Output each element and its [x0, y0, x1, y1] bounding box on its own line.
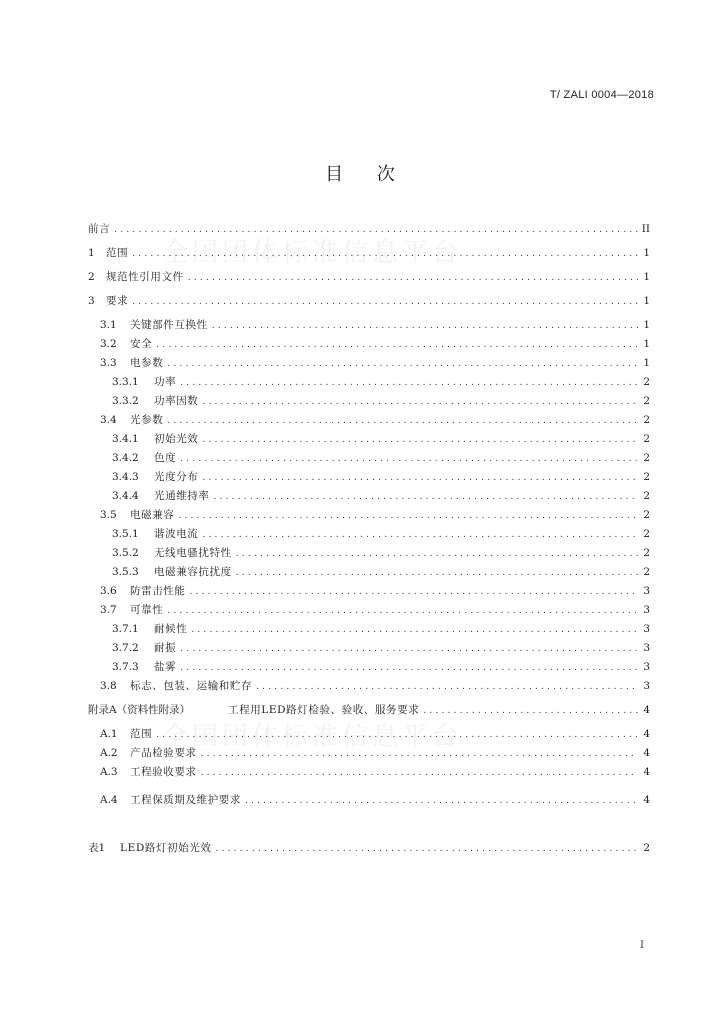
toc-entry[interactable] — [88, 270, 650, 285]
toc-entry-page: 2 — [643, 490, 650, 502]
toc-entry-title: 关键部件互换性 — [130, 319, 208, 331]
dot-leader — [156, 728, 638, 742]
dot-leader — [191, 623, 638, 637]
toc-entry[interactable] — [100, 337, 650, 352]
toc-entry-page: 2 — [643, 376, 650, 388]
toc-entry[interactable] — [100, 793, 650, 808]
toc-entry-number: A.4 — [100, 794, 118, 806]
toc-entry-title: 范围 — [106, 247, 129, 259]
toc-entry[interactable] — [100, 584, 650, 599]
toc-entry[interactable] — [100, 508, 650, 523]
toc-entry[interactable] — [112, 527, 650, 542]
toc-entry[interactable] — [112, 432, 650, 447]
watermark-text: 全国团体标准信息平台 — [162, 722, 463, 752]
toc-entry-title: 产品检验要求 — [130, 747, 197, 759]
toc-entry-page: 4 — [643, 728, 650, 740]
toc-entry-page: 3 — [643, 680, 650, 692]
toc-entry-title: 功率因数 — [154, 395, 199, 407]
toc-entry-title: 耐振 — [154, 642, 177, 654]
toc-entry-title: LED路灯初始光效 — [120, 842, 212, 854]
toc-entry-number: 3.4 — [100, 414, 117, 426]
toc-entry-number: 3.7.2 — [112, 642, 139, 654]
toc-entry-page: 3 — [643, 585, 650, 597]
dot-leader — [256, 680, 638, 694]
toc-entry-page: 2 — [643, 433, 650, 445]
toc-entry-title: 电参数 — [130, 357, 164, 369]
toc-entry-number: 3.5.2 — [112, 547, 139, 559]
toc-entry-number: 3.4.2 — [112, 452, 139, 464]
toc-entry-title: 前言 — [88, 223, 111, 235]
toc-entry[interactable] — [112, 451, 650, 466]
toc-entry-number: 3.3.1 — [112, 376, 139, 388]
dot-leader — [180, 452, 638, 466]
toc-entry-number: A.1 — [100, 728, 118, 740]
toc-entry[interactable] — [100, 413, 650, 428]
dot-leader — [188, 271, 638, 285]
toc-entry-number: 1 — [88, 247, 95, 259]
dot-leader — [156, 338, 638, 352]
toc-entry-page: 3 — [643, 604, 650, 616]
toc-entry-title: 范围 — [130, 728, 153, 740]
dot-leader — [214, 490, 639, 504]
dot-leader — [167, 604, 638, 618]
dot-leader — [202, 528, 638, 542]
dot-leader — [245, 794, 638, 808]
toc-entry-number: 3.6 — [100, 585, 117, 597]
dot-leader — [215, 842, 638, 856]
toc-entry-title: 无线电骚扰特性 — [154, 547, 232, 559]
toc-entry-title: 光参数 — [130, 414, 164, 426]
toc-entry-page: 4 — [643, 794, 650, 806]
dot-leader — [202, 395, 638, 409]
standard-code: T/ ZALI 0004—2018 — [549, 89, 654, 101]
toc-entry-page: 2 — [643, 842, 650, 854]
toc-entry-title: 防雷击性能 — [130, 585, 186, 597]
dot-leader — [423, 704, 638, 718]
toc-entry-title: 色度 — [154, 452, 177, 464]
toc-entry-number: 3.5.3 — [112, 566, 139, 578]
toc-entry-page: 2 — [643, 395, 650, 407]
toc-entry-page: 3 — [643, 623, 650, 635]
dot-leader — [132, 247, 638, 261]
toc-entry[interactable] — [88, 294, 650, 309]
toc-entry-page: 4 — [643, 766, 650, 778]
toc-entry-title: 电磁兼容抗扰度 — [154, 566, 232, 578]
dot-leader — [167, 414, 638, 428]
toc-entry[interactable] — [112, 394, 650, 409]
toc-entry-page: 4 — [643, 704, 650, 716]
toc-entry-number: A.3 — [100, 766, 118, 778]
toc-entry-page: 2 — [643, 452, 650, 464]
toc-entry[interactable] — [100, 727, 650, 742]
dot-leader — [167, 357, 638, 371]
toc-entry[interactable] — [100, 765, 650, 780]
toc-entry-title: 谐波电流 — [154, 528, 199, 540]
dot-leader — [236, 547, 638, 561]
toc-entry-title: 盐雾 — [154, 661, 177, 673]
toc-entry-page: 2 — [643, 566, 650, 578]
toc-entry[interactable] — [100, 318, 650, 333]
toc-entry[interactable] — [112, 565, 650, 580]
page-number: I — [640, 940, 644, 951]
dot-leader — [180, 376, 638, 390]
toc-entry-page: 1 — [643, 295, 650, 307]
toc-entry-page: 1 — [643, 338, 650, 350]
dot-leader — [114, 223, 638, 237]
toc-entry-number: 3.5.1 — [112, 528, 139, 540]
toc-entry-title: 工程保质期及维护要求 — [130, 794, 241, 806]
toc-entry[interactable] — [100, 679, 650, 694]
toc-entry-title: 要求 — [106, 295, 129, 307]
toc-entry-page: 4 — [643, 747, 650, 759]
toc-entry[interactable] — [100, 603, 650, 618]
toc-entry[interactable] — [88, 841, 650, 856]
dot-leader — [201, 766, 638, 780]
toc-entry-title: 功率 — [154, 376, 177, 388]
toc-entry-number: 3.7.3 — [112, 661, 139, 673]
dot-leader — [132, 295, 638, 309]
toc-entry-number: 2 — [88, 271, 95, 283]
toc-entry-title: 安全 — [130, 338, 153, 350]
dot-leader — [190, 585, 639, 599]
toc-entry-number: 3.7 — [100, 604, 117, 616]
toc-entry-number: 附录A（资料性附录） — [88, 704, 191, 716]
toc-entry-number: 3.2 — [100, 338, 117, 350]
toc-title: 目 次 — [325, 164, 409, 185]
toc-entry-page: 2 — [643, 528, 650, 540]
dot-leader — [180, 661, 638, 675]
toc-entry[interactable] — [100, 746, 650, 761]
toc-entry[interactable] — [112, 660, 650, 675]
toc-entry[interactable] — [88, 246, 650, 261]
toc-entry-title: 工程验收要求 — [130, 766, 197, 778]
toc-entry[interactable] — [112, 375, 650, 390]
toc-entry-page: 2 — [643, 509, 650, 521]
toc-entry-number: 3.4.3 — [112, 471, 139, 483]
toc-entry-title: 初始光效 — [154, 433, 199, 445]
toc-entry-page: 1 — [643, 357, 650, 369]
toc-entry-number: 3.3 — [100, 357, 117, 369]
toc-entry-title: 规范性引用文件 — [106, 271, 184, 283]
toc-entry-title: 耐候性 — [154, 623, 188, 635]
toc-entry[interactable] — [112, 489, 650, 504]
toc-entry-page: 2 — [643, 471, 650, 483]
toc-entry-number: A.2 — [100, 747, 118, 759]
dot-leader — [180, 642, 638, 656]
toc-entry-number: 表1 — [88, 842, 106, 854]
toc-entry-number: 3.3.2 — [112, 395, 139, 407]
toc-entry-page: 1 — [643, 319, 650, 331]
toc-entry-title: 光度分布 — [154, 471, 199, 483]
toc-entry-page: II — [641, 223, 650, 235]
toc-entry-number: 3.7.1 — [112, 623, 139, 635]
toc-entry-number: 3.5 — [100, 509, 117, 521]
dot-leader — [212, 319, 638, 333]
toc-entry-number: 3.4.4 — [112, 490, 139, 502]
toc-entry-title: 电磁兼容 — [130, 509, 175, 521]
toc-entry-page: 3 — [643, 661, 650, 673]
toc-entry[interactable] — [112, 641, 650, 656]
dot-leader — [201, 747, 638, 761]
toc-entry-title: 光通维持率 — [154, 490, 210, 502]
toc-entry[interactable] — [112, 470, 650, 485]
toc-entry-page: 2 — [643, 547, 650, 559]
dot-leader — [202, 433, 638, 447]
toc-entry-number: 3 — [88, 295, 95, 307]
toc-entry[interactable] — [100, 356, 650, 371]
toc-entry-page: 2 — [643, 414, 650, 426]
toc-entry-title: 工程用LED路灯检验、验收、服务要求 — [228, 704, 420, 716]
toc-entry[interactable] — [88, 703, 650, 718]
toc-entry-page: 1 — [643, 247, 650, 259]
toc-entry-title: 标志、包装、运输和贮存 — [130, 680, 253, 692]
dot-leader — [236, 566, 638, 580]
toc-entry[interactable] — [88, 222, 650, 237]
dot-leader — [178, 509, 638, 523]
toc-entry-number: 3.4.1 — [112, 433, 139, 445]
toc-entry-title: 可靠性 — [130, 604, 164, 616]
toc-entry-page: 1 — [643, 271, 650, 283]
toc-entry[interactable] — [112, 546, 650, 561]
watermark-text: 全国团体标准信息平台 — [162, 238, 463, 268]
toc-entry-number: 3.1 — [100, 319, 117, 331]
toc-entry-number: 3.8 — [100, 680, 117, 692]
dot-leader — [202, 471, 638, 485]
toc-entry-page: 3 — [643, 642, 650, 654]
toc-entry[interactable] — [112, 622, 650, 637]
